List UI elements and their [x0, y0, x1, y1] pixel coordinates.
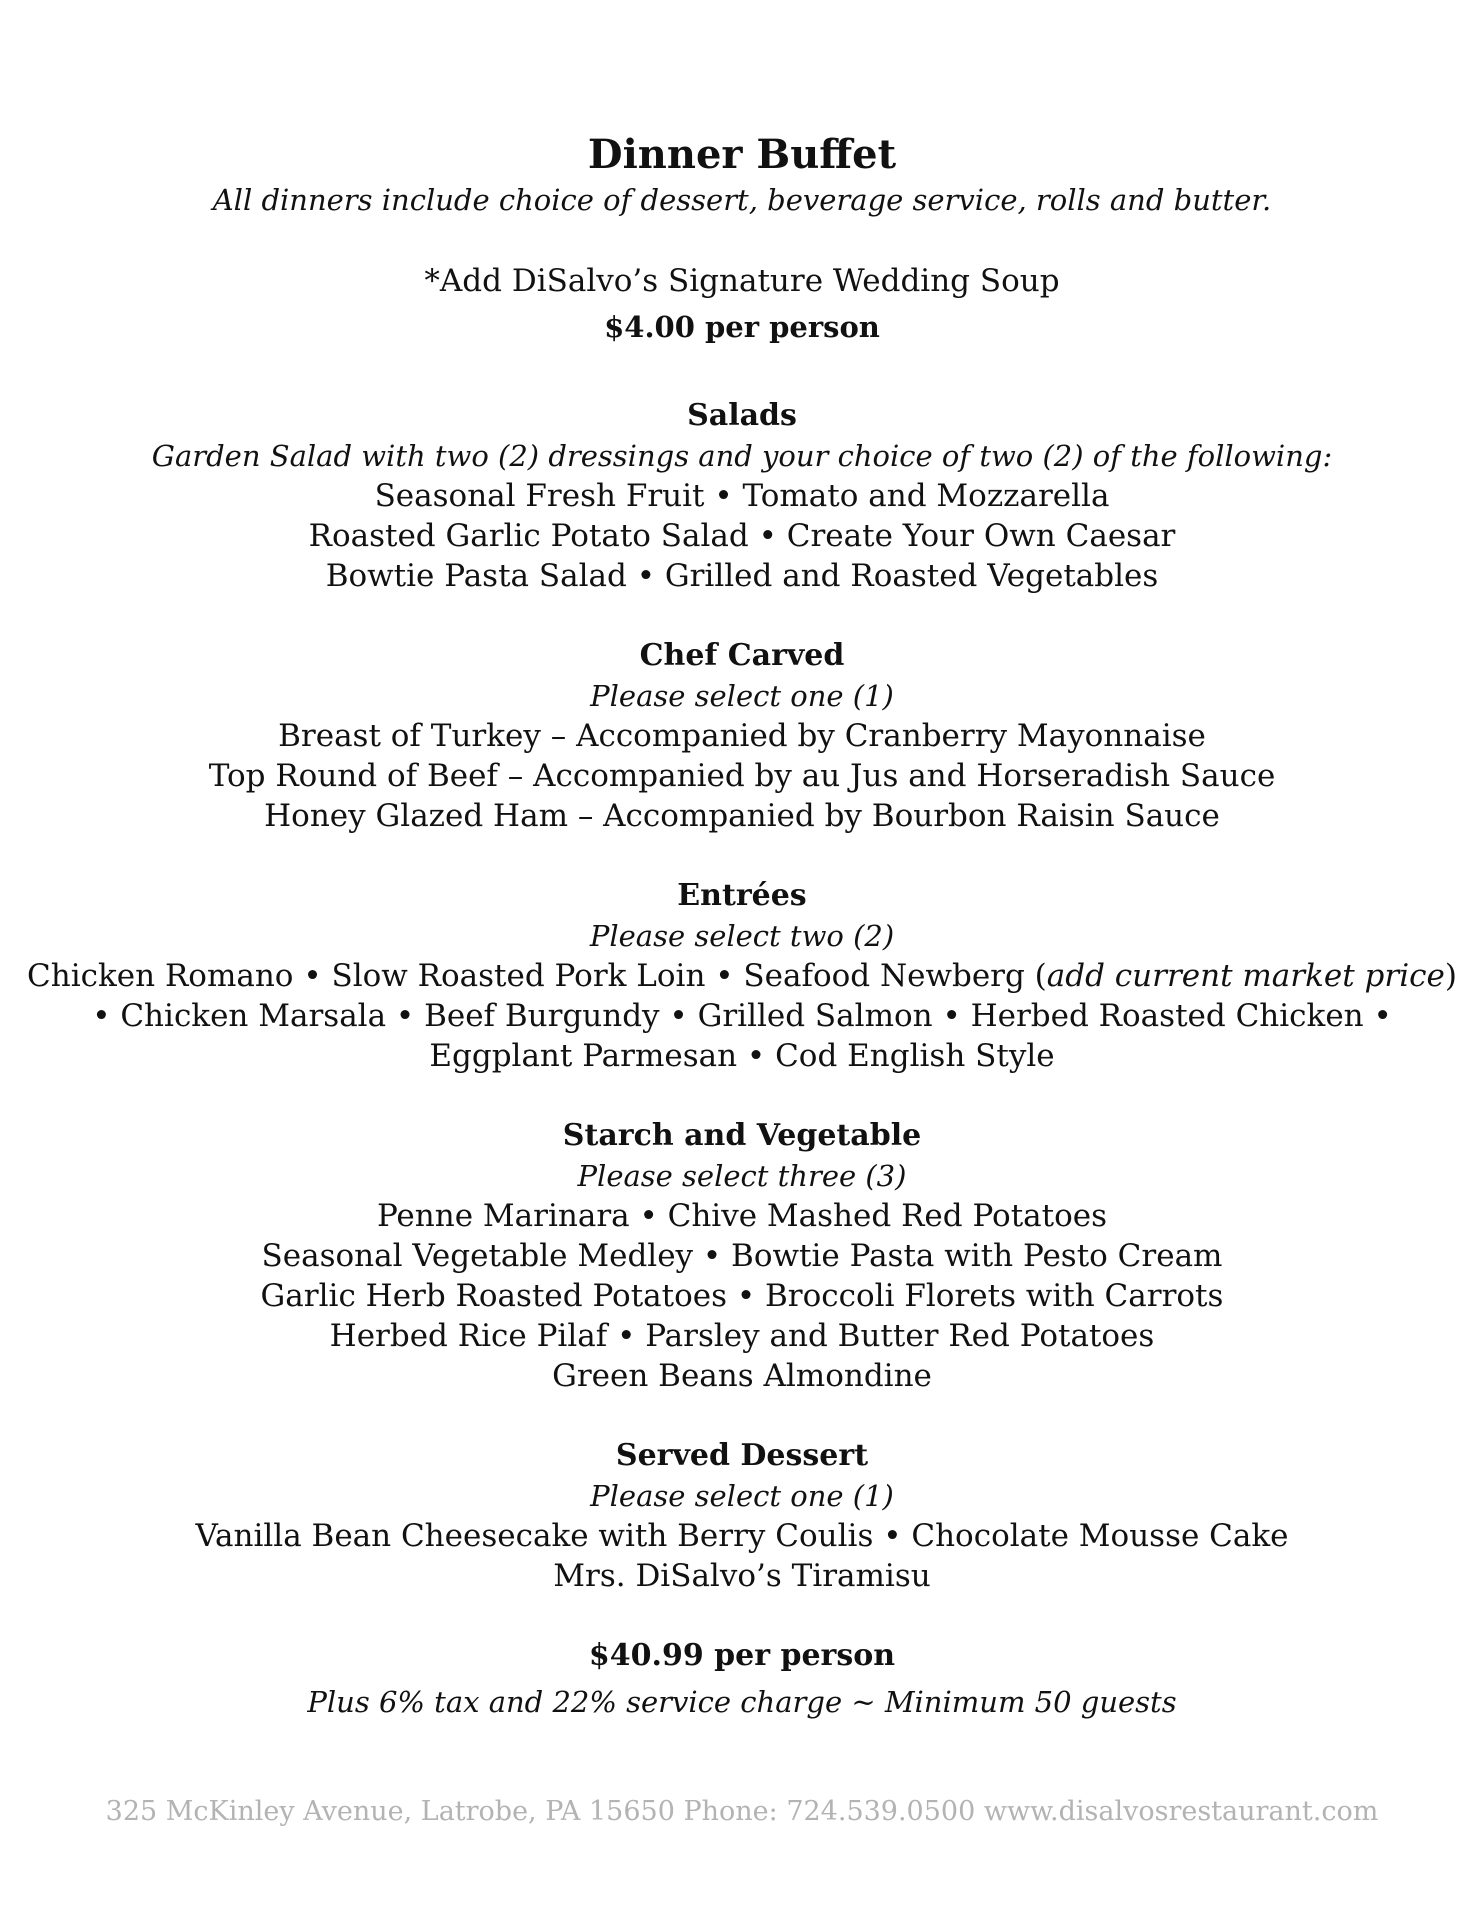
- menu-line: Honey Glazed Ham – Accompanied by Bourbon Raisin Sauce: [264, 798, 1220, 834]
- section-title: Entrées: [677, 878, 807, 913]
- entree-line-end: ): [1444, 958, 1457, 994]
- page-title: Dinner Buffet: [587, 131, 897, 178]
- menu-line: Garlic Herb Roasted Potatoes • Broccoli Florets with Carrots: [260, 1278, 1224, 1314]
- menu-line: Penne Marinara • Chive Mashed Red Potatoes: [376, 1198, 1108, 1234]
- section-title: Chef Carved: [639, 638, 845, 673]
- soup-addon: *Add DiSalvo’s Signature Wedding Soup: [424, 263, 1060, 299]
- menu-line: Roasted Garlic Potato Salad • Create Your Own Caesar: [308, 518, 1176, 554]
- menu-line: Seasonal Fresh Fruit • Tomato and Mozzarella: [374, 478, 1110, 514]
- section-title: Starch and Vegetable: [562, 1118, 922, 1153]
- section-title: Salads: [687, 398, 797, 433]
- menu-line: Bowtie Pasta Salad • Grilled and Roasted Vegetables: [325, 558, 1159, 594]
- menu-line: Eggplant Parmesan • Cod English Style: [429, 1038, 1055, 1074]
- menu-line: Herbed Rice Pilaf • Parsley and Butter Red Potatoes: [329, 1318, 1155, 1354]
- soup-price: $4.00 per person: [604, 310, 880, 344]
- intro-note: All dinners include choice of dessert, beverage service, rolls and butter.: [212, 183, 1272, 217]
- menu-line: • Chicken Marsala • Beef Burgundy • Grilled Salmon • Herbed Roasted Chicken •: [92, 998, 1392, 1034]
- menu-line: Top Round of Beef – Accompanied by au Jus and Horseradish Sauce: [208, 758, 1276, 794]
- entree-line-start: Chicken Romano • Slow Roasted Pork Loin • Seafood Newberg (: [27, 958, 1047, 994]
- section-note: Please select two (2): [589, 919, 895, 953]
- menu-line: Seasonal Vegetable Medley • Bowtie Pasta with Pesto Cream: [261, 1238, 1223, 1274]
- section-note: Please select one (1): [590, 1479, 894, 1513]
- section-entrees: [0, 876, 1484, 1076]
- menu-line: Green Beans Almondine: [552, 1358, 932, 1394]
- footer-contact: 325 McKinley Avenue, Latrobe, PA 15650 Phone: 724.539.0500 www.disalvosrestaurant.com: [105, 1796, 1379, 1827]
- section-title: Served Dessert: [615, 1438, 869, 1473]
- section-note: Please select one (1): [590, 679, 894, 713]
- buffet-price: $40.99 per person: [588, 1638, 896, 1673]
- menu-line: [0, 956, 1484, 996]
- section-note: Please select three (3): [577, 1159, 907, 1193]
- menu-line: Breast of Turkey – Accompanied by Cranberry Mayonnaise: [278, 718, 1206, 754]
- section-chef-carved: [0, 636, 1484, 836]
- section-note: Garden Salad with two (2) dressings and your choice of two (2) of the following:: [151, 439, 1333, 473]
- pricing-note: Plus 6% tax and 22% service charge ~ Minimum 50 guests: [307, 1685, 1177, 1719]
- menu-line: Vanilla Bean Cheesecake with Berry Coulis • Chocolate Mousse Cake: [195, 1518, 1289, 1554]
- market-price-note: add current market price: [1046, 958, 1445, 994]
- menu-line: Mrs. DiSalvo’s Tiramisu: [553, 1558, 931, 1594]
- section-served-dessert: [0, 1436, 1484, 1596]
- section-starch-vegetable: [0, 1116, 1484, 1396]
- section-salads: [0, 396, 1484, 596]
